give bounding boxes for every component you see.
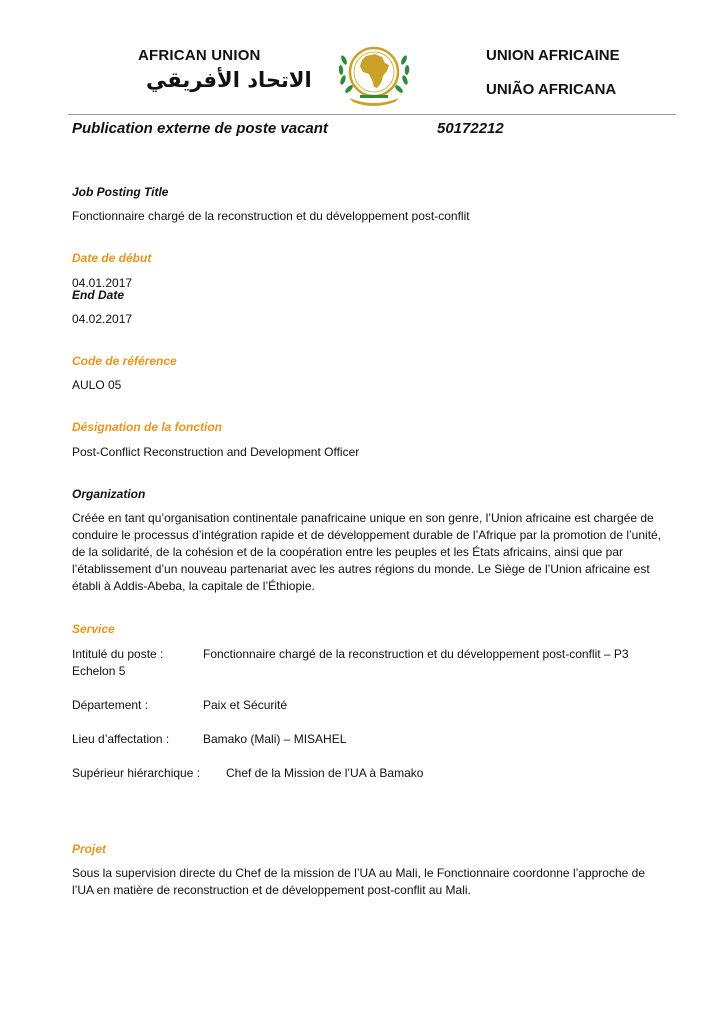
function-designation-label: Désignation de la fonction bbox=[72, 420, 223, 434]
organization-label: Organization bbox=[72, 487, 146, 501]
service-label: Service bbox=[72, 622, 115, 636]
african-union-emblem-icon bbox=[335, 42, 413, 108]
start-date-value: 04.01.2017 bbox=[72, 276, 133, 290]
reference-code-value: AULO 05 bbox=[72, 378, 122, 392]
header-divider bbox=[68, 114, 676, 115]
project-line: Sous la supervision directe du Chef de la mission de l’UA au Mali, le Fonctionnaire coordonne l’approche de bbox=[72, 866, 645, 880]
project-paragraph bbox=[72, 865, 666, 899]
supervisor-label: Supérieur hiérarchique : bbox=[72, 766, 201, 780]
department-label: Département : bbox=[72, 698, 149, 712]
start-date-label: Date de début bbox=[72, 251, 152, 265]
organization-line: de la solidarité, de la cohésion et de la coopération entre les peuples et les États africains, ainsi que par bbox=[72, 545, 624, 559]
department-value: Paix et Sécurité bbox=[203, 698, 288, 712]
organization-line: l’établissement d’un nouveau partenariat avec les autres régions du monde. Le Siège de l’Union africaine est bbox=[72, 562, 650, 576]
duty-station-label: Lieu d’affectation : bbox=[72, 732, 170, 746]
org-name-english: AFRICAN UNION bbox=[138, 47, 261, 64]
organization-paragraph bbox=[72, 510, 666, 595]
reference-code-label: Code de référence bbox=[72, 354, 177, 368]
duty-station-value: Bamako (Mali) – MISAHEL bbox=[203, 732, 347, 746]
poste-label: Intitulé du poste : bbox=[72, 647, 164, 661]
project-label: Projet bbox=[72, 842, 107, 856]
project-line: l’UA en matière de reconstruction et de développement post-conflit au Mali. bbox=[72, 883, 471, 897]
supervisor-value: Chef de la Mission de l’UA à Bamako bbox=[226, 766, 424, 780]
job-posting-title-label: Job Posting Title bbox=[72, 185, 169, 199]
org-name-portuguese: UNIÃO AFRICANA bbox=[486, 81, 617, 98]
org-name-arabic: الاتحاد الأفريقي bbox=[146, 68, 312, 92]
organization-line: établi à Addis-Abeba, la capitale de l’Éthiopie. bbox=[72, 579, 315, 593]
organization-line: Créée en tant qu’organisation continentale panafricaine unique en son genre, l’Union africaine est chargée de bbox=[72, 511, 654, 525]
poste-value-continued: Echelon 5 bbox=[72, 664, 126, 678]
poste-value: Fonctionnaire chargé de la reconstruction et du développement post-conflit – P3 bbox=[203, 647, 629, 661]
job-posting-title-value: Fonctionnaire chargé de la reconstruction et du développement post-conflit bbox=[72, 209, 470, 223]
end-date-value: 04.02.2017 bbox=[72, 312, 133, 326]
publication-number: 50172212 bbox=[437, 120, 504, 137]
organization-line: conduire le processus d’intégration rapide et de développement durable de l’Afrique par la promotion de l’unité, bbox=[72, 528, 662, 542]
end-date-label: End Date bbox=[72, 288, 125, 302]
function-designation-value: Post-Conflict Reconstruction and Development Officer bbox=[72, 445, 360, 459]
org-name-french: UNION AFRICAINE bbox=[486, 47, 620, 64]
publication-title: Publication externe de poste vacant bbox=[72, 120, 328, 137]
